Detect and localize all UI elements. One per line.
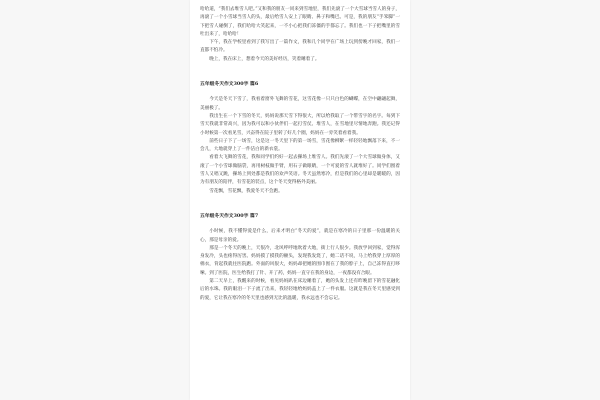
document-content <box>200 6 400 303</box>
paragraph: 哈哈道，“我们去堆雪人吧。”又和我的朋友一同来到雪地里，我们先滚了一个大雪球当雪人的身子，再滚了一个小雪球当雪人的头，最后给雪人安上了眼睛、鼻子和嘴巴。可是，我的朋友“手笨脚”一下把雪人碰倒了，我们哈哈大笑起来，一不小心把我们冻僵的手都忘了。我们也一下子把嘴里的雪吐出来了，哈哈哈！ <box>200 7 400 37</box>
paragraph: 下午，我在学校里看到了我写出了一篇作文，我和几个同学在广场上玩到傍晚才回家，我们一直都不怕冷。 <box>200 40 400 54</box>
paragraph: 看着大飞舞的雪花，我和同学们约好一起去操场上堆雪人。我们先滚了一个大雪球做身体，又滚了一个小雪球做脑袋，再用树枝做手臂，用石子做眼睛，一个可爱的雪人就堆好了。同学们围着雪人又唱又跳，操场上到处都是我们的欢声笑语。冬天虽然寒冷，但是我们的心里却是暖暖的，因为有朋友的陪伴，有雪花的装点，这个冬天变得格外美丽。 <box>200 155 400 186</box>
section-title-7: 五年级冬天作文300字 篇7 <box>200 212 259 219</box>
paragraph: 晚上，我在床上，想着今天的美好经历，笑着睡着了。 <box>209 56 320 62</box>
paragraph: 今天是冬天下雪了，我看着窗外飞舞的雪花，这雪花像一只只白色的蝴蝶，在空中翩翩起舞，美丽极了。 <box>200 97 400 111</box>
section-title-6: 五年级冬天作文300字 篇6 <box>200 81 259 88</box>
paragraph: 小时候，我不懂得爱是什么，后来才明白“冬天的爱”，就是在寒冷的日子里那一份温暖的关心，那是母亲的爱。 <box>200 229 400 243</box>
paragraph: 我出生在一个下雪的冬天，妈妈说那天雪下得很大，所以给我取了一个带雪字的名字。每到下雪天我就非常高兴，因为我可以和小伙伴们一起打雪仗、堆雪人，在雪地里尽情地奔跑。我还记得小时候第一次看见雪，兴奋得在院子里转了好几个圈，妈妈在一旁笑着看着我。 <box>200 113 400 136</box>
paragraph: 第二天早上，我醒来的时候，看见妈妈趴在床边睡着了，她的头发上还有昨晚留下的雪花融化后的水珠。我的眼泪一下子流了出来，我轻轻地给妈妈盖上了一件衣服。这就是我在冬天里感受到的爱，它让我在寒冷的冬天里也感到无比的温暖，我永远也不会忘记。 <box>200 279 400 301</box>
paragraph: 前些日子下了一场雪，这是这一冬天里下的第一场雪，雪花像柳絮一样轻轻地飘落下来，不一会儿，大地就穿上了一件洁白的新衣裳。 <box>200 138 400 153</box>
paragraph: 那是一个冬天的晚上，天很冷，北风呼呼地吹着大地，街上行人很少。我放学回到家，觉得浑身发冷，头也疼得厉害。妈妈摸了摸我的额头，发现我发烧了，她二话不说，马上给我穿上厚厚的棉衣，背起我就往医院跑。外面的风很大，妈妈却把她的围巾围在了我的脖子上，自己冻得直打哆嗦。到了医院，医生给我打了针、开了药，妈妈一直守在我的身边，一夜都没有合眼。 <box>200 245 400 276</box>
document-page <box>190 0 410 400</box>
paragraph: 雪花飘，雪花飘，我爱冬天不会跑。 <box>209 188 283 194</box>
